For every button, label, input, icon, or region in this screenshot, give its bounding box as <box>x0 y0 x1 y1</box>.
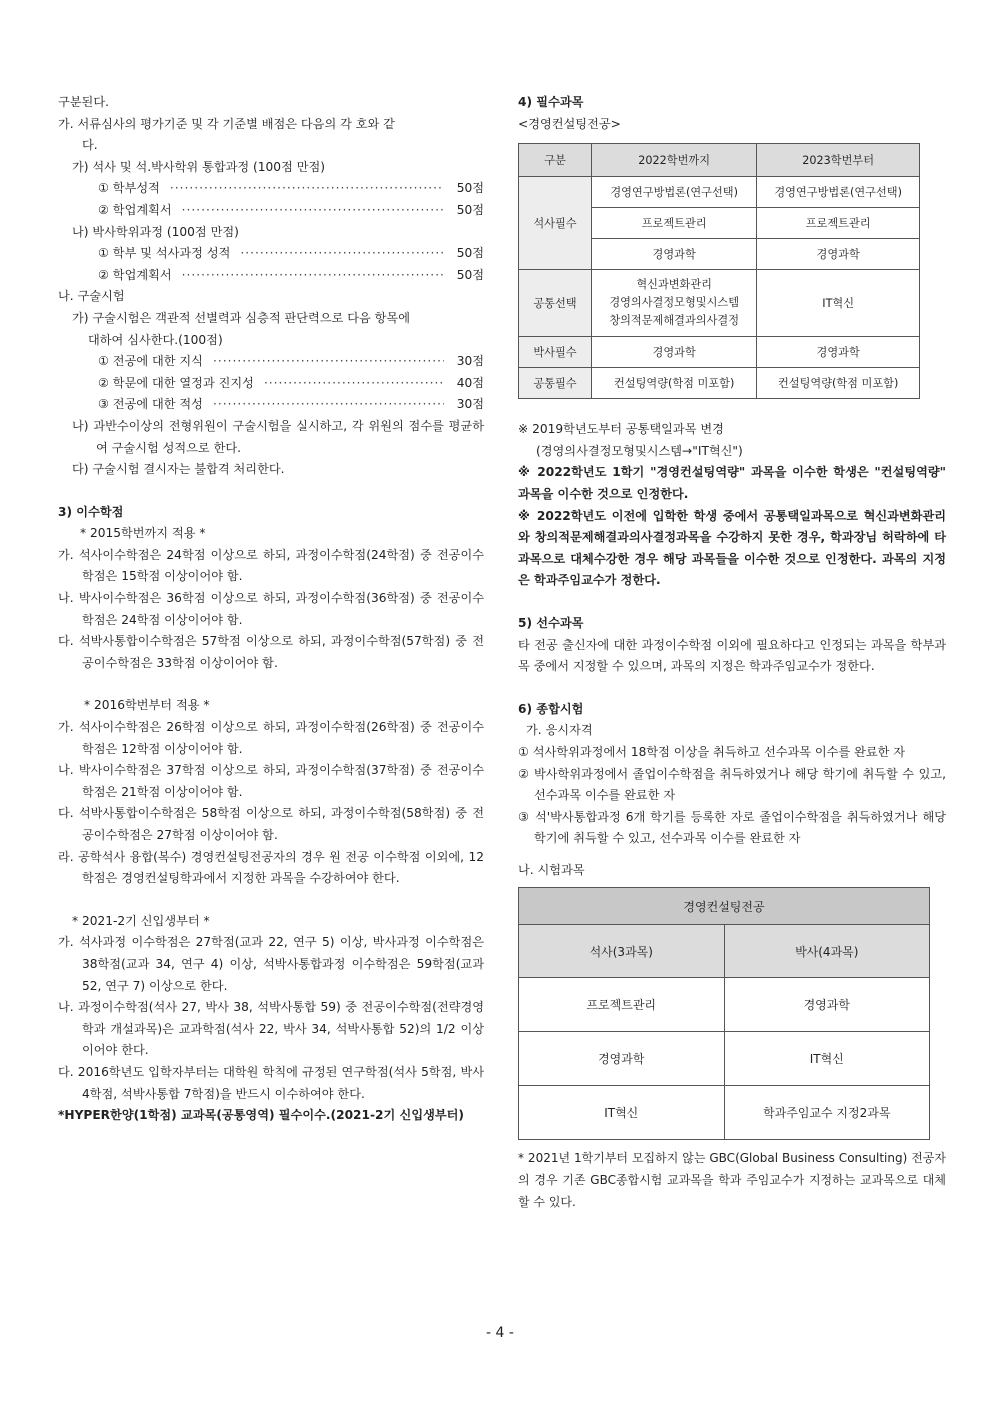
doctor-heading: 나) 박사학위과정 (100점 만점) <box>72 224 239 239</box>
score-row: ③ 전공에 대한 적성 ····· 30점 <box>58 394 484 416</box>
y2015-item: 나. 박사이수학점은 36학점 이상으로 하되, 과정이수학점(36학점) 중 전공이수학점은 24학점 이상이어야 함. <box>58 591 484 627</box>
page-number: - 4 - <box>486 1325 514 1341</box>
y2016-item: 라. 공학석사 융합(복수) 경영컨설팅전공자의 경우 원 전공 이수학점 이외에, 12학점은 경영컨설팅학과에서 지정한 과목을 수강하여야 한다. <box>58 849 484 886</box>
eligibility-item: ③ 석'박사통합과정 6개 학기를 등록한 자로 졸업이수학점을 취득하였거나 해당 학기에 취득할 수 있고, 선수과목 이수를 완료한 자 <box>518 809 946 846</box>
y2021-item: 가. 석사과정 이수학점은 27학점(교과 22, 연구 5) 이상, 박사과정 이수학점은 38학점(교과 34, 연구 4) 이상, 석박사통합과정 이수학점은 59학점(교과 52, 연구 7) 이상으로 한다. <box>58 935 484 993</box>
y2021-item: 다. 2016학년도 입학자부터는 대학원 학칙에 규정된 연구학점(석사 5학점, 박사 4학점, 석박사통합 7학점)을 반드시 이수하여야 한다. <box>58 1064 484 1101</box>
table-cell: 경영연구방법론(연구선택) <box>592 177 757 208</box>
table-cell: 프로젝트관리 <box>519 978 725 1032</box>
oral-exam-desc-cont: 대하여 심사한다.(100점) <box>88 332 223 347</box>
table-header: 석사(3과목) <box>519 925 725 978</box>
table-cell: 컨설팅역량(학점 미포함) <box>757 368 920 399</box>
score-row: ② 학업계획서 ····· 50점 <box>58 200 484 222</box>
document-review-criteria: 가. 서류심사의 평가기준 및 각 기준별 배점은 다음의 각 호와 같 <box>58 116 395 131</box>
exam-subjects-heading: 나. 시험과목 <box>518 862 585 877</box>
eligibility-item: ② 박사학위과정에서 졸업이수학점을 취득하였거나 해당 학기에 취득할 수 있고, 선수과목 이수를 완료한 자 <box>518 766 946 803</box>
note-substitution: ※ 2022학년도 이전에 입학한 학생 중에서 공통택일과목으로 혁신과변화관리와 창의적문제해결과의사결정과목을 수강하지 못한 경우, 학과장님 허락하에 타과목으로 대체수강한 경우 해당 과목들을 이수한 것으로 인정한다. 과목의 지정은 학과주임교수가 정한다. <box>518 508 946 588</box>
score-row: ① 학부 및 석사과정 성적 ····· 50점 <box>58 243 484 265</box>
table-row <box>519 978 930 1032</box>
table-header: 2022학번까지 <box>592 144 757 177</box>
oral-exam-desc: 가) 구술시험은 객관적 선별력과 심층적 판단력으로 다음 항목에 <box>72 310 410 325</box>
gbc-footnote: * 2021년 1학기부터 모집하지 않는 GBC(Global Business Consulting) 전공자의 경우 기존 GBC종합시험 교과목을 학과 주임교수가 지정하는 교과목으로 대체할 수 있다. <box>518 1151 946 1209</box>
table-title: 경영컨설팅전공 <box>519 888 930 925</box>
exam-subjects-table <box>518 887 930 1140</box>
table-header: 박사(4과목) <box>724 925 930 978</box>
y2016-item: 가. 석사이수학점은 26학점 이상으로 하되, 과정이수학점(26학점) 중 전공이수학점은 12학점 이상이어야 함. <box>58 720 484 756</box>
row-label: 공통선택 <box>519 270 592 337</box>
table-cell: 학과주임교수 지정2과목 <box>724 1086 930 1140</box>
table-header: 구분 <box>519 144 592 177</box>
table-cell: 컨설팅역량(학점 미포함) <box>592 368 757 399</box>
table-cell: 경영과학 <box>724 978 930 1032</box>
y2016-title: * 2016학번부터 적용 * <box>84 698 210 713</box>
y2021-item: 나. 과정이수학점(석사 27, 박사 38, 석박사통합 59) 중 전공이수학점(전략경영학과 개설과목)은 교과학점(석사 22, 박사 34, 석박사통합 52)의 1/2 이상이어야 한다. <box>58 1000 484 1058</box>
score-row: ① 전공에 대한 지식 ····· 30점 <box>58 351 484 373</box>
note-2019-change: ※ 2019학년도부터 공통택일과목 변경 <box>518 422 724 437</box>
table-cell: 경영과학 <box>757 239 920 270</box>
table-header: 2023학번부터 <box>757 144 920 177</box>
intro-text: 구분된다. <box>58 95 109 109</box>
score-row: ② 학문에 대한 열정과 진지성 ····· 40점 <box>58 373 484 395</box>
score-row: ② 학업계획서 ····· 50점 <box>58 265 484 287</box>
eligibility-heading: 가. 응시자격 <box>526 723 593 738</box>
row-label: 박사필수 <box>519 337 592 368</box>
table-cell: 경영연구방법론(연구선택) <box>757 177 920 208</box>
prerequisite-text: 타 전공 출신자에 대한 과정이수학점 이외에 필요하다고 인정되는 과목을 학부과목 중에서 지정할 수 있으며, 과목의 지정은 학과주임교수가 정한다. <box>518 637 946 674</box>
table-row <box>519 270 920 337</box>
y2015-item: 다. 석박사통합이수학점은 57학점 이상으로 하되, 과정이수학점(57학점) 중 전공이수학점은 33학점 이상이어야 함. <box>58 634 484 670</box>
table-cell: IT혁신 <box>757 270 920 337</box>
right-column <box>518 92 946 1213</box>
required-courses-table <box>518 143 920 399</box>
table-cell: 경영과학 <box>757 337 920 368</box>
y2015-title: * 2015학번까지 적용 * <box>80 526 206 541</box>
eligibility-item: ① 석사학위과정에서 18학점 이상을 취득하고 선수과목 이수를 완료한 자 <box>518 744 906 759</box>
table-title-row <box>519 888 930 925</box>
oral-exam-absence: 다) 구술시험 결시자는 불합격 처리한다. <box>72 462 285 477</box>
document-review-criteria-cont: 다. <box>82 138 98 153</box>
table-cell: 경영과학 <box>519 1032 725 1086</box>
row-label: 석사필수 <box>519 177 592 270</box>
prerequisite-heading: 5) 선수과목 <box>518 615 584 630</box>
y2016-item: 다. 석박사통합이수학점은 58학점 이상으로 하되, 과정이수학점(58학점) 중 전공이수학점은 27학점 이상이어야 함. <box>58 806 484 842</box>
required-courses-heading: 4) 필수과목 <box>518 95 584 109</box>
y2015-item: 가. 석사이수학점은 24학점 이상으로 하되, 과정이수학점(24학점) 중 전공이수학점은 15학점 이상이어야 함. <box>58 547 484 584</box>
table-row <box>519 177 920 208</box>
major-label: <경영컨설팅전공> <box>518 116 621 131</box>
table-row <box>519 337 920 368</box>
table-row <box>519 1086 930 1140</box>
table-cell: 혁신과변화관리 경영의사결정모형및시스템 창의적문제해결과의사결정 <box>592 270 757 337</box>
y2016-item: 나. 박사이수학점은 37학점 이상으로 하되, 과정이수학점(37학점) 중 전공이수학점은 21학점 이상이어야 함. <box>58 763 484 799</box>
note-consulting-competency: ※ 2022학년도 1학기 "경영컨설팅역량" 과목을 이수한 학생은 "컨설팅역량" 과목을 이수한 것으로 인정한다. <box>518 465 946 501</box>
table-cell: 경영과학 <box>592 337 757 368</box>
y2021-title: * 2021-2기 신입생부터 * <box>72 913 210 928</box>
oral-exam-rule: 나) 과반수이상의 전형위원이 구술시험을 실시하고, 각 위원의 점수를 평균하여 구술시험 성적으로 한다. <box>72 418 484 455</box>
master-integrated-heading: 가) 석사 및 석.박사학위 통합과정 (100점 만점) <box>72 159 326 174</box>
row-label: 공통필수 <box>519 368 592 399</box>
table-cell: 경영과학 <box>592 239 757 270</box>
score-row: ① 학부성적 ····· 50점 <box>58 178 484 200</box>
left-column <box>58 92 484 1127</box>
table-header-row <box>519 144 920 177</box>
oral-exam-heading: 나. 구술시험 <box>58 289 125 304</box>
table-header-row <box>519 925 930 978</box>
table-cell: 프로젝트관리 <box>592 208 757 239</box>
table-row <box>519 368 920 399</box>
table-row <box>519 1032 930 1086</box>
credits-heading: 3) 이수학점 <box>58 504 124 519</box>
comprehensive-exam-heading: 6) 종합시험 <box>518 701 584 716</box>
table-cell: IT혁신 <box>519 1086 725 1140</box>
table-cell: IT혁신 <box>724 1032 930 1086</box>
table-cell: 프로젝트관리 <box>757 208 920 239</box>
hyper-note: *HYPER한양(1학점) 교과목(공통영역) 필수이수.(2021-2기 신입생부터) <box>58 1108 464 1123</box>
note-2019-change-cont: (경영의사결정모형및시스템→"IT혁신") <box>536 443 743 458</box>
